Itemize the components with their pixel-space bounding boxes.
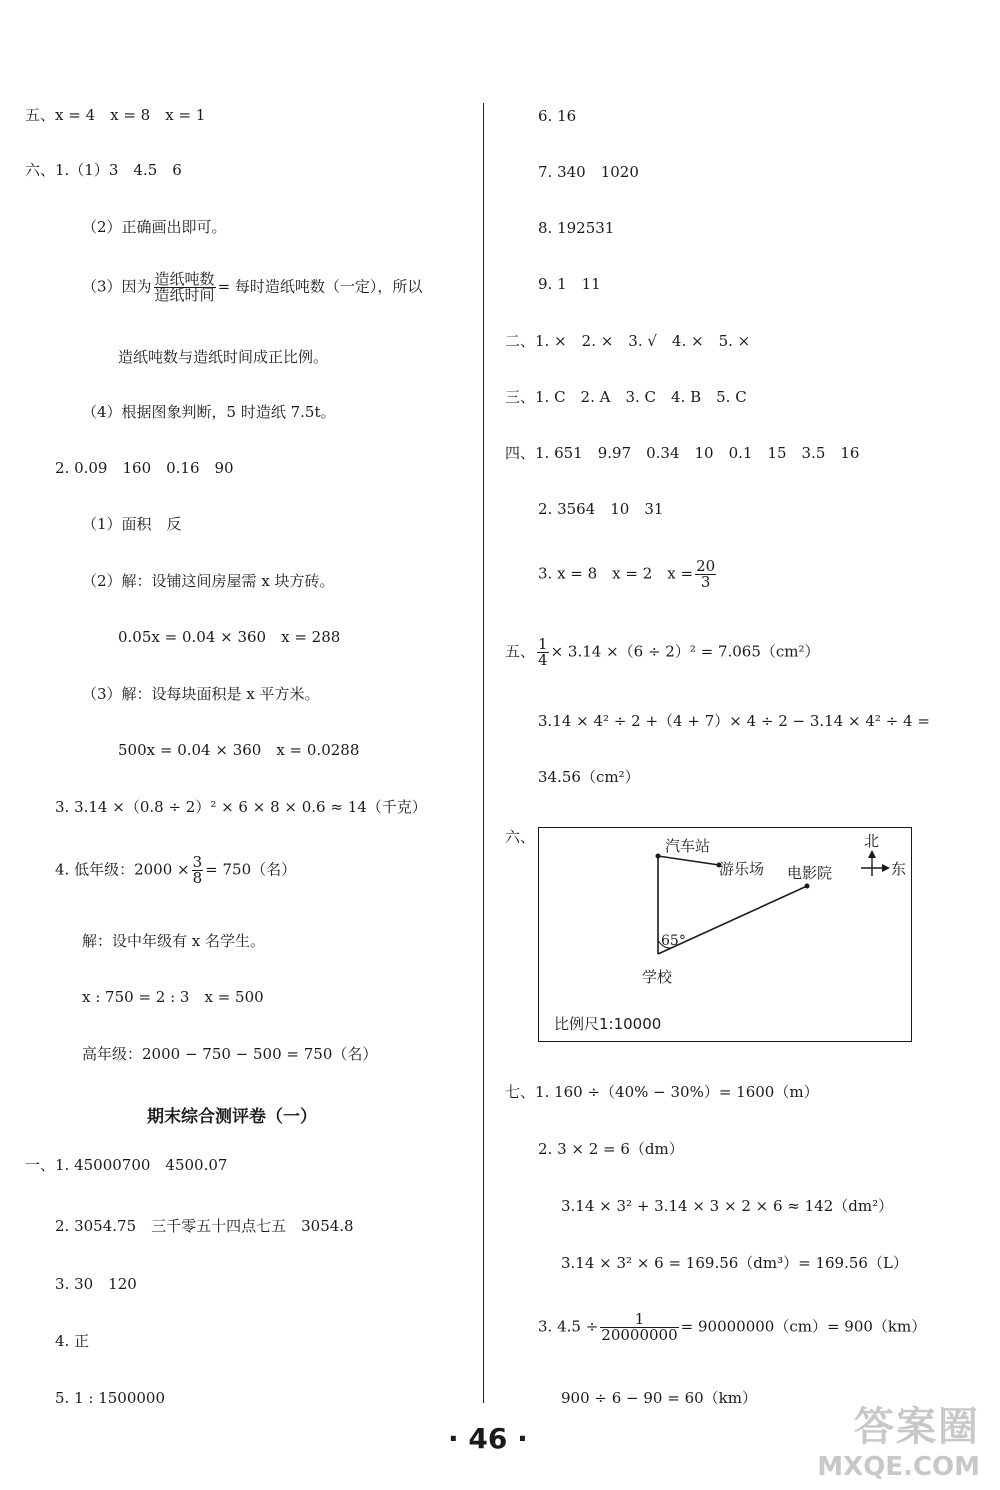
route-bus-park	[658, 856, 719, 865]
compass-north-arrow	[868, 850, 876, 858]
page-number: · 46 ·	[448, 1422, 528, 1455]
watermark-logo	[817, 1395, 980, 1482]
answer-line: 五、x = 4 x = 8 x = 1	[25, 106, 206, 124]
answer-line: x : 750 = 2 : 3 x = 500	[82, 988, 264, 1006]
answer-line: 500x = 0.04 × 360 x = 0.0288	[118, 741, 360, 759]
fraction	[154, 272, 216, 303]
answer-line: 8. 192531	[538, 219, 615, 237]
answer-line: （4）根据图象判断，5 时造纸 7.5t。	[82, 403, 336, 421]
map-scale: 比例尺1:10000	[554, 1015, 662, 1033]
label-amusement-park: 游乐场	[719, 860, 765, 878]
answer-line: （1）面积 反	[82, 515, 182, 533]
label-east: 东	[891, 860, 907, 878]
fraction-denominator: 3	[700, 573, 711, 591]
answer-line: 6. 16	[538, 107, 577, 125]
answer-line: 9. 1 11	[538, 275, 601, 293]
text-segment: = 每时造纸吨数（一定），所以	[217, 277, 423, 296]
answer-line: 七、1. 160 ÷（40% − 30%）= 1600（m）	[505, 1083, 819, 1101]
answer-line: 34.56（cm²）	[538, 768, 640, 786]
answer-line: 3.14 × 3² + 3.14 × 3 × 2 × 6 ≈ 142（dm²）	[561, 1197, 894, 1215]
answer-line: 造纸吨数与造纸时间成正比例。	[118, 348, 329, 366]
answer-line-fraction	[55, 855, 296, 886]
column-divider	[483, 103, 484, 1403]
cinema-point	[805, 884, 810, 889]
section-title: 期末综合测评卷（一）	[147, 1107, 317, 1127]
label-north: 北	[864, 832, 880, 850]
answer-line: 2. 0.09 160 0.16 90	[55, 459, 234, 477]
text-segment: 五、	[505, 642, 536, 661]
fraction-numerator: 20	[696, 557, 716, 575]
answer-line: （2）解：设铺这间房屋需 x 块方砖。	[82, 572, 335, 590]
text-segment: 3. 4.5 ÷	[538, 1317, 599, 1336]
fraction-numerator: 3	[192, 853, 203, 871]
answer-line: 解：设中年级有 x 名学生。	[82, 932, 265, 950]
fraction-numerator: 造纸吨数	[154, 270, 215, 288]
answer-line: 900 ÷ 6 − 90 = 60（km）	[561, 1389, 757, 1407]
answer-line: 3.14 × 4² ÷ 2 +（4 + 7）× 4 ÷ 2 − 3.14 × 4² ÷ 4 =	[538, 712, 930, 730]
fraction	[695, 559, 716, 590]
label-school: 学校	[642, 968, 673, 986]
text-segment: （3）因为	[82, 277, 152, 296]
answer-line-fraction	[82, 272, 422, 303]
answer-line: 3.14 × 3² × 6 = 169.56（dm³）= 169.56（L）	[561, 1254, 908, 1272]
watermark-text: 答案圈	[854, 1404, 980, 1450]
compass-east-arrow	[882, 864, 890, 872]
answer-line: 2. 3564 10 31	[538, 500, 664, 518]
text-segment: = 750（名）	[205, 860, 297, 879]
answer-line: 2. 3054.75 三千零五十四点七五 3054.8	[55, 1217, 354, 1235]
answer-line: 3. 30 120	[55, 1275, 137, 1293]
text-segment: 4. 低年级：2000 ×	[55, 860, 190, 879]
answer-line: 二、1. × 2. × 3. √ 4. × 5. ×	[505, 332, 751, 350]
answer-line: （3）解：设每块面积是 x 平方米。	[82, 685, 320, 703]
label-angle: 65°	[661, 933, 686, 949]
answer-label: 六、	[505, 828, 536, 846]
fraction-denominator: 8	[192, 869, 203, 887]
answer-line: 3. 3.14 ×（0.8 ÷ 2）² × 6 × 8 × 0.6 ≈ 14（千克）	[55, 798, 427, 816]
fraction-denominator: 20000000	[601, 1326, 678, 1344]
answer-line: 三、1. C 2. A 3. C 4. B 5. C	[505, 388, 747, 406]
answer-line: 7. 340 1020	[538, 163, 639, 181]
fraction	[600, 1312, 678, 1343]
answer-line: 5. 1 : 1500000	[55, 1389, 166, 1407]
answer-line: 一、1. 45000700 4500.07	[25, 1156, 228, 1174]
label-cinema: 电影院	[787, 864, 833, 882]
bus-station-point	[656, 854, 661, 859]
answer-line: （2）正确画出即可。	[82, 218, 227, 236]
fraction-denominator: 4	[538, 651, 548, 669]
answer-line: 2. 3 × 2 = 6（dm）	[538, 1140, 684, 1158]
answer-line: 0.05x = 0.04 × 360 x = 288	[118, 628, 341, 646]
map-diagram	[538, 827, 912, 1042]
fraction-denominator: 造纸时间	[154, 286, 215, 304]
text-segment: × 3.14 ×（6 ÷ 2）² = 7.065（cm²）	[550, 642, 820, 661]
fraction	[192, 855, 204, 886]
label-bus-station: 汽车站	[665, 837, 711, 855]
text-segment: = 90000000（cm）= 900（km）	[680, 1317, 927, 1336]
answer-line: 高年级：2000 − 750 − 500 = 750（名）	[82, 1045, 378, 1063]
answer-line-fraction	[538, 1312, 926, 1343]
answer-line-fraction	[538, 559, 718, 590]
fraction	[537, 637, 549, 668]
answer-line: 六、1.（1）3 4.5 6	[25, 161, 182, 179]
watermark-url: MXQE.COM	[817, 1452, 980, 1482]
fraction-numerator: 1	[600, 1312, 678, 1328]
text-segment: 3. x = 8 x = 2 x =	[538, 564, 694, 583]
fraction-numerator: 1	[538, 635, 548, 653]
answer-line: 四、1. 651 9.97 0.34 10 0.1 15 3.5 16	[505, 444, 860, 462]
answer-line: 4. 正	[55, 1332, 90, 1350]
answer-line-fraction	[505, 637, 820, 668]
